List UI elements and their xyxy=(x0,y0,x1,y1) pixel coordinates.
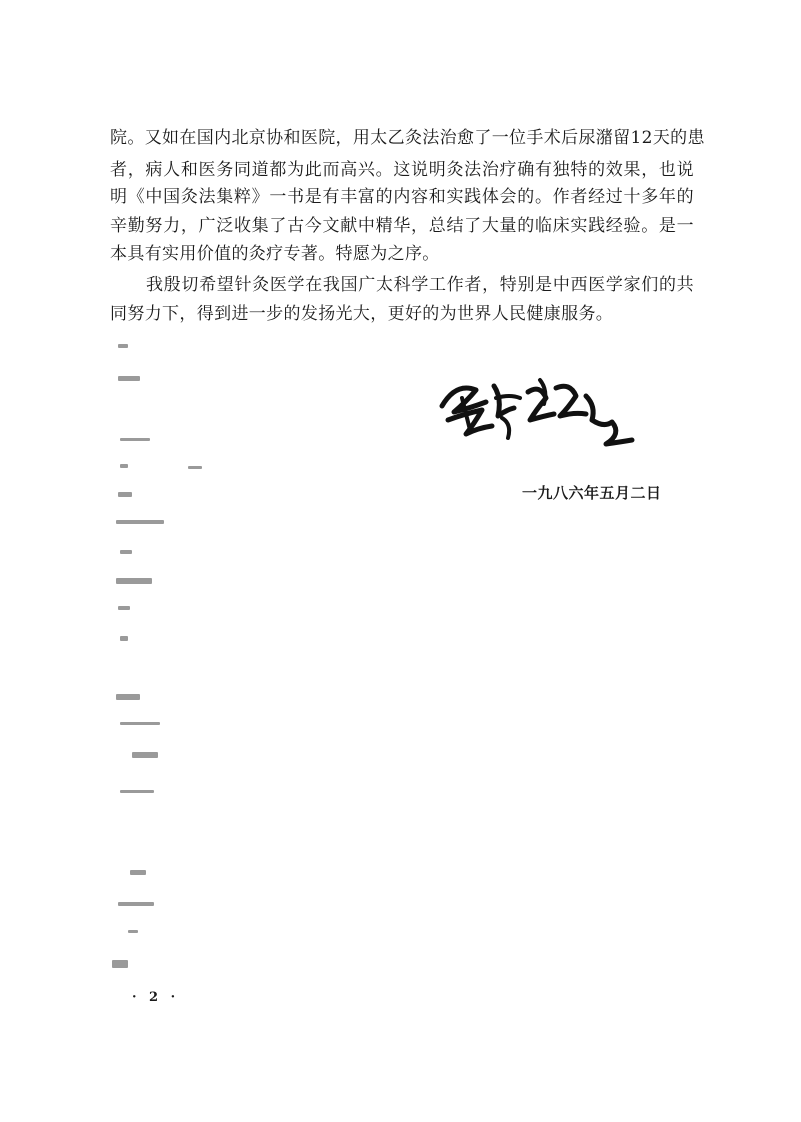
handwritten-signature xyxy=(436,368,636,458)
paragraph-1-line-2: 者，病人和医务同道都为此而高兴。这说明灸法治疗确有独特的效果，也说 xyxy=(110,160,694,180)
date-line: 一九八六年五月二日 xyxy=(522,484,662,502)
page-number: · 2 · xyxy=(132,990,180,1005)
paragraph-1-line-3: 明《中国灸法集粹》一书是有丰富的内容和实践体会的。作者经过十多年的 xyxy=(110,187,694,207)
paragraph-1-line-1: 院。又如在国内北京协和医院，用太乙灸法治愈了一位手术后尿潴留12天的患 xyxy=(110,128,705,148)
paragraph-2-line-1: 我殷切希望针灸医学在我国广太科学工作者，特别是中西医学家们的共 xyxy=(146,275,694,295)
paragraph-1-line-4: 辛勤努力，广泛收集了古今文献中精华，总结了大量的临床实践经验。是一 xyxy=(110,216,694,236)
paragraph-2-line-2: 同努力下，得到进一步的发扬光大，更好的为世界人民健康服务。 xyxy=(110,304,614,324)
paragraph-1-line-5: 本具有实用价值的灸疗专著。特愿为之序。 xyxy=(110,244,440,264)
